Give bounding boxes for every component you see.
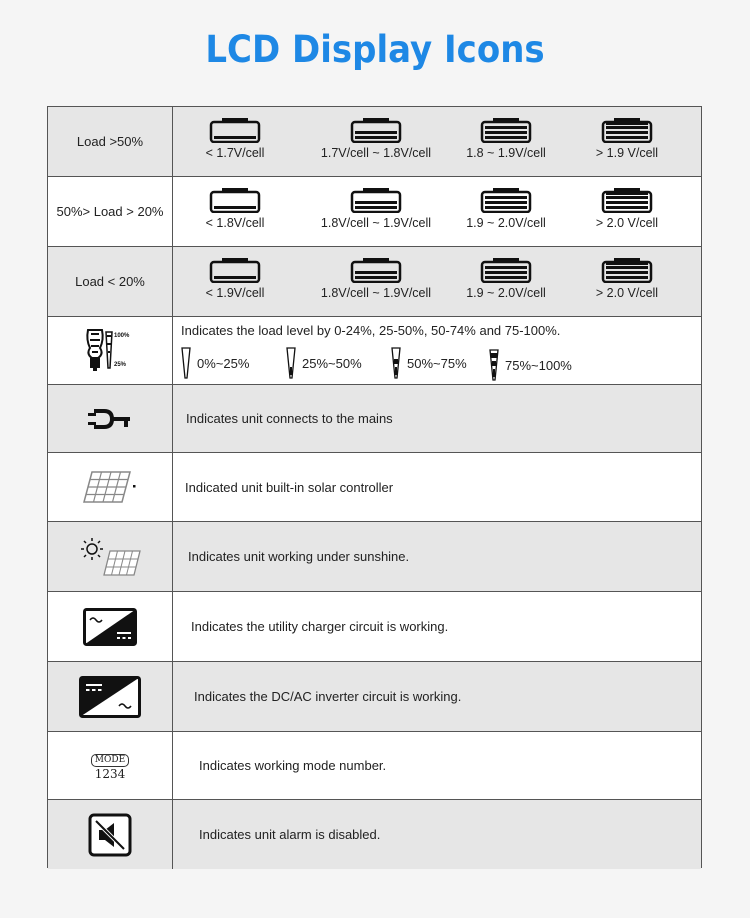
row-label: 50%> Load > 20% [48, 177, 173, 246]
load-level-icon-cell [48, 317, 173, 384]
mains-icon-cell [48, 385, 173, 452]
battery-level-3 [562, 117, 692, 160]
mains-description: Indicates unit connects to the mains [186, 411, 393, 426]
load-level-3 [489, 349, 572, 381]
mode-description: Indicates working mode number. [199, 758, 387, 773]
load-bulb-icon [80, 326, 140, 376]
battery-level-0 [170, 257, 300, 300]
battery-empty-icon [209, 257, 261, 283]
battery-full-icon [601, 257, 653, 283]
battery-row-load-over-50 [48, 107, 701, 177]
battery-empty-icon [209, 117, 261, 143]
battery-two-bar-icon [480, 117, 532, 143]
battery-caption: 1.9 ~ 2.0V/cell [466, 286, 546, 300]
inverter-row [48, 662, 701, 732]
load-level-label: 0%~25% [197, 355, 250, 371]
battery-level-3 [562, 187, 692, 230]
battery-one-bar-icon [350, 257, 402, 283]
load-level-0 [181, 347, 249, 379]
battery-caption: < 1.8V/cell [205, 216, 265, 230]
mode-row [48, 732, 701, 800]
charger-icon-cell [48, 592, 173, 661]
mode-icon-cell [48, 732, 173, 799]
battery-full-icon [601, 187, 653, 213]
battery-level-1 [311, 117, 441, 160]
battery-caption: 1.7V/cell ~ 1.8V/cell [320, 146, 432, 160]
solar-panel-icon [82, 470, 138, 504]
load-level-empty-icon [181, 347, 191, 379]
battery-level-2 [441, 187, 571, 230]
mode-icon [91, 750, 129, 781]
battery-caption: 1.8 ~ 1.9V/cell [466, 146, 546, 160]
inverter-icon-cell [48, 662, 173, 731]
ac-dc-charger-icon [83, 608, 137, 646]
battery-two-bar-icon [480, 187, 532, 213]
load-level-label: 75%~100% [505, 357, 572, 373]
plug-icon [88, 407, 132, 431]
load-level-full-icon [489, 349, 499, 381]
battery-caption: 1.8V/cell ~ 1.9V/cell [320, 216, 432, 230]
alarm-muted-icon [88, 813, 132, 857]
load-level-label: 25%~50% [302, 355, 362, 371]
battery-caption: < 1.9V/cell [205, 286, 265, 300]
load-level-row [48, 317, 701, 385]
load-level-1 [286, 347, 362, 379]
load-level-two-icon [391, 347, 401, 379]
battery-caption: > 2.0 V/cell [595, 286, 659, 300]
alarm-row [48, 800, 701, 869]
load-level-label: 50%~75% [407, 355, 467, 371]
sunshine-description: Indicates unit working under sunshine. [188, 549, 410, 564]
solar-controller-row [48, 453, 701, 522]
row-label: Load >50% [48, 107, 173, 176]
load-icon-label-top: 100% [114, 332, 130, 339]
solar-controller-description: Indicated unit built-in solar controller [185, 479, 394, 495]
battery-level-2 [441, 117, 571, 160]
battery-level-1 [311, 187, 441, 230]
lcd-icons-table [47, 106, 702, 868]
page-title: LCD Display Icons [205, 28, 545, 72]
battery-row-load-under-20 [48, 247, 701, 317]
sunshine-icon-cell [48, 522, 173, 591]
battery-level-0 [170, 117, 300, 160]
battery-one-bar-icon [350, 187, 402, 213]
load-level-one-icon [286, 347, 296, 379]
solar-controller-icon-cell [48, 453, 173, 521]
battery-caption: 1.9 ~ 2.0V/cell [466, 216, 546, 230]
mode-icon-digits: 1234 [94, 767, 126, 781]
alarm-icon-cell [48, 800, 173, 869]
battery-level-1 [311, 257, 441, 300]
alarm-description: Indicates unit alarm is disabled. [199, 827, 381, 842]
battery-full-icon [601, 117, 653, 143]
battery-two-bar-icon [480, 257, 532, 283]
battery-row-load-20-50 [48, 177, 701, 247]
battery-level-0 [170, 187, 300, 230]
mode-icon-label: MODE [91, 754, 129, 767]
mains-row [48, 385, 701, 453]
battery-level-2 [441, 257, 571, 300]
dc-ac-inverter-icon [79, 676, 141, 718]
battery-caption: > 2.0 V/cell [595, 216, 659, 230]
sun-solar-icon [78, 537, 142, 577]
battery-one-bar-icon [350, 117, 402, 143]
inverter-description: Indicates the DC/AC inverter circuit is working. [194, 689, 462, 704]
sunshine-row [48, 522, 701, 592]
battery-caption: 1.8V/cell ~ 1.9V/cell [320, 286, 432, 300]
battery-level-3 [562, 257, 692, 300]
charger-description: Indicates the utility charger circuit is working. [191, 619, 449, 634]
battery-caption: > 1.9 V/cell [595, 146, 659, 160]
load-level-2 [391, 347, 467, 379]
battery-empty-icon [209, 187, 261, 213]
load-level-description: Indicates the load level by 0-24%, 25-50%, 50-74% and 75-100%. [181, 323, 561, 338]
battery-caption: < 1.7V/cell [205, 146, 265, 160]
row-label: Load < 20% [48, 247, 173, 316]
charger-row [48, 592, 701, 662]
load-icon-label-bottom: 25% [114, 361, 127, 368]
